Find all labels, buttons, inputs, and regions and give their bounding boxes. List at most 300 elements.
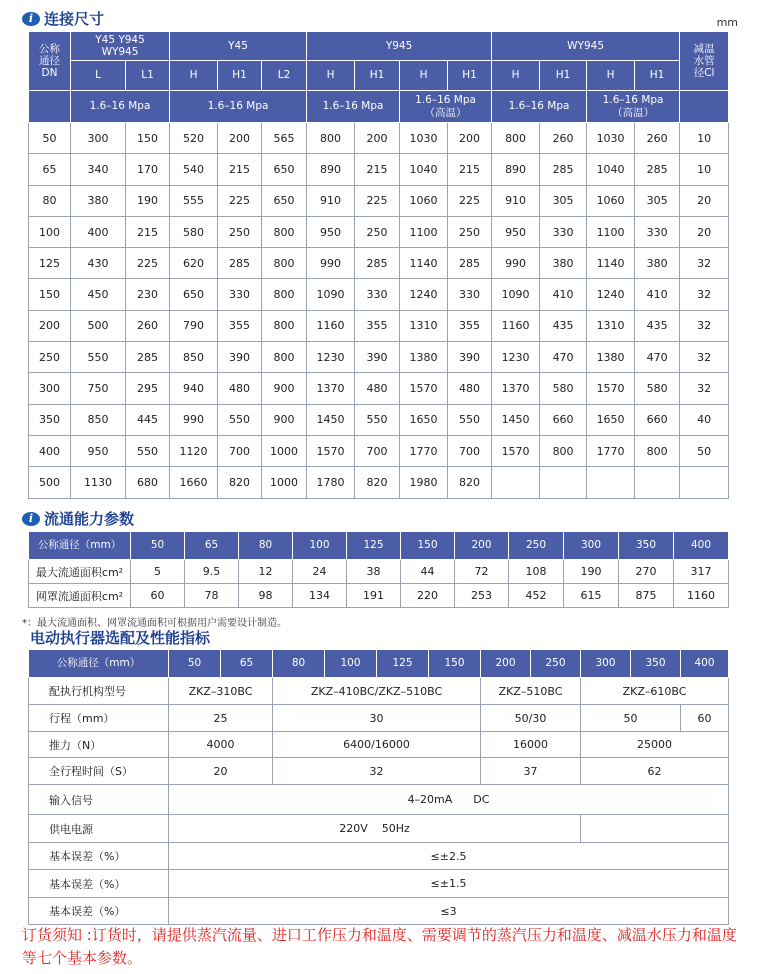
dim-cell: 390 <box>448 342 492 373</box>
flow-cell: 5 <box>131 560 185 584</box>
actuator-title-text: 电动执行器选配及性能指标 <box>30 629 211 647</box>
dim-cell: 285 <box>635 154 680 185</box>
dimensions-body <box>29 123 729 499</box>
dim-cell: 1160 <box>307 310 355 341</box>
dim-cell: 390 <box>355 342 400 373</box>
table-row <box>29 584 729 608</box>
dn-cell: 80 <box>29 185 71 216</box>
dim-cell: 285 <box>218 248 262 279</box>
dim-cell: 1030 <box>400 123 448 154</box>
dim-cell: 800 <box>262 342 307 373</box>
table-row <box>29 248 729 279</box>
dn-header: 公称 通径 DN <box>29 32 71 91</box>
dim-cell: 225 <box>355 185 400 216</box>
flow-body <box>29 532 729 608</box>
dim-column-header: L1 <box>126 61 170 91</box>
press-header-empty <box>29 91 71 123</box>
time-row-label: 全行程时间（S） <box>29 758 169 785</box>
dim-cell: 750 <box>71 373 126 404</box>
flow-header-row <box>29 532 729 560</box>
actuator-dn-header: 100 <box>325 650 377 678</box>
actuator-dn-header: 125 <box>377 650 429 678</box>
dim-cell: 215 <box>355 154 400 185</box>
dimensions-header <box>29 32 729 123</box>
dim-cell: 520 <box>170 123 218 154</box>
dim-cell: 1650 <box>400 404 448 435</box>
dim-cell: 1240 <box>400 279 448 310</box>
stroke-cell: 60 <box>681 705 729 732</box>
dim-cell: 950 <box>492 216 540 247</box>
info-icon: i <box>22 12 40 26</box>
dn-cell: 350 <box>29 404 71 435</box>
dim-cell: 355 <box>448 310 492 341</box>
dim-column-header: L <box>71 61 126 91</box>
dim-cell: 190 <box>126 185 170 216</box>
dim-cell: 250 <box>218 216 262 247</box>
flow-dn-header: 100 <box>293 532 347 560</box>
actuator-dn-header: 65 <box>221 650 273 678</box>
dim-cell: 480 <box>218 373 262 404</box>
dn-cell: 150 <box>29 279 71 310</box>
flow-dn-header: 125 <box>347 532 401 560</box>
table-row <box>29 373 729 404</box>
dim-column-header: H <box>400 61 448 91</box>
flow-dn-header-label: 公称通径（mm） <box>29 532 131 560</box>
flow-note: *：最大流通面积、网罩流通面积可根据用户需要设计制造。 <box>22 618 287 629</box>
dim-cell: 1450 <box>492 404 540 435</box>
flow-cell: 615 <box>564 584 619 608</box>
power-empty-cell <box>581 815 729 843</box>
dim-column-header: H1 <box>218 61 262 91</box>
dim-cell: 445 <box>126 404 170 435</box>
dim-cell: 470 <box>635 342 680 373</box>
dim-cell: 250 <box>355 216 400 247</box>
dim-cell: 295 <box>126 373 170 404</box>
dim-cell: 800 <box>307 123 355 154</box>
thrust-row-label: 推力（N） <box>29 732 169 758</box>
flow-cell: 220 <box>401 584 455 608</box>
dim-cell: 1570 <box>492 435 540 466</box>
dim-cell: 555 <box>170 185 218 216</box>
dim-cell: 410 <box>540 279 587 310</box>
dim-cell: 800 <box>492 123 540 154</box>
dim-cell: 225 <box>218 185 262 216</box>
dim-cell: 330 <box>448 279 492 310</box>
dn-cell: 200 <box>29 310 71 341</box>
dim-cell: 200 <box>218 123 262 154</box>
dim-cell: 20 <box>680 216 729 247</box>
dim-cell: 305 <box>635 185 680 216</box>
dim-cell: 330 <box>540 216 587 247</box>
stroke-cell: 30 <box>273 705 481 732</box>
dim-cell: 890 <box>492 154 540 185</box>
flow-dn-header: 80 <box>239 532 293 560</box>
dim-cell: 32 <box>680 310 729 341</box>
flow-cell: 78 <box>185 584 239 608</box>
press-header: 1.6–16 Mpa <box>492 91 587 123</box>
dim-cell: 550 <box>126 435 170 466</box>
model-cell: ZKZ–310BC <box>169 678 273 705</box>
dim-cell: 32 <box>680 342 729 373</box>
dim-cell: 660 <box>540 404 587 435</box>
time-cell: 62 <box>581 758 729 785</box>
flow-dn-header: 250 <box>509 532 564 560</box>
flow-cell: 191 <box>347 584 401 608</box>
dim-cell: 215 <box>218 154 262 185</box>
dim-cell: 550 <box>71 342 126 373</box>
dim-cell: 215 <box>126 216 170 247</box>
actuator-dn-header: 80 <box>273 650 325 678</box>
flow-dn-header: 400 <box>674 532 729 560</box>
actuator-dn-header: 400 <box>681 650 729 678</box>
dim-cell: 215 <box>448 154 492 185</box>
dim-cell: 950 <box>307 216 355 247</box>
flow-cell: 253 <box>455 584 509 608</box>
dim-cell: 1660 <box>170 467 218 498</box>
dim-cell: 850 <box>71 404 126 435</box>
table-row <box>29 467 729 498</box>
dim-cell: 550 <box>218 404 262 435</box>
dim-cell <box>680 467 729 498</box>
model-header-common: Y45 Y945 WY945 <box>71 32 170 61</box>
flow-cell: 72 <box>455 560 509 584</box>
dim-column-header: H <box>492 61 540 91</box>
flow-cell: 270 <box>619 560 674 584</box>
dim-cell: 1770 <box>400 435 448 466</box>
dim-cell: 1120 <box>170 435 218 466</box>
flow-title-text: 流通能力参数 <box>44 510 135 528</box>
model-header-wy945: WY945 <box>492 32 680 61</box>
dim-cell: 1570 <box>587 373 635 404</box>
dim-cell: 1040 <box>587 154 635 185</box>
flow-cell: 38 <box>347 560 401 584</box>
dim-cell: 800 <box>262 279 307 310</box>
dim-cell: 300 <box>71 123 126 154</box>
flow-cell: 875 <box>619 584 674 608</box>
time-cell: 37 <box>481 758 581 785</box>
dim-cell: 355 <box>218 310 262 341</box>
dim-cell: 1310 <box>400 310 448 341</box>
flow-dn-header: 150 <box>401 532 455 560</box>
dim-cell: 650 <box>262 154 307 185</box>
dim-cell: 650 <box>170 279 218 310</box>
dim-cell: 430 <box>71 248 126 279</box>
dim-cell: 820 <box>448 467 492 498</box>
error-row-label: 基本误差（%） <box>29 843 169 870</box>
model-cell: ZKZ–510BC <box>481 678 581 705</box>
flow-dn-header: 350 <box>619 532 674 560</box>
dim-cell: 10 <box>680 154 729 185</box>
dim-cell: 20 <box>680 185 729 216</box>
flow-cell: 44 <box>401 560 455 584</box>
actuator-dn-header: 50 <box>169 650 221 678</box>
table-row <box>29 435 729 466</box>
dim-cell: 1090 <box>492 279 540 310</box>
dim-cell: 1140 <box>587 248 635 279</box>
dimensions-section-title <box>22 8 104 29</box>
dim-cell: 550 <box>355 404 400 435</box>
dim-cell: 450 <box>71 279 126 310</box>
press-header-high-temp: 1.6–16 Mpa （高温） <box>587 91 680 123</box>
dim-column-header: H1 <box>635 61 680 91</box>
order-note: 订货须知 :订货时，请提供蒸汽流量、进口工作压力和温度、需要调节的蒸汽压力和温度、减温水压力和温度等七个基本参数。 <box>22 926 737 967</box>
table-row <box>29 342 729 373</box>
press-header: 1.6–16 Mpa <box>71 91 170 123</box>
dim-cell: 1100 <box>400 216 448 247</box>
dim-cell: 1140 <box>400 248 448 279</box>
thrust-cell: 6400/16000 <box>273 732 481 758</box>
press-header: 1.6–16 Mpa <box>307 91 400 123</box>
dim-cell: 10 <box>680 123 729 154</box>
dim-cell: 470 <box>540 342 587 373</box>
dim-cell: 800 <box>635 435 680 466</box>
flow-cell: 452 <box>509 584 564 608</box>
model-cell: ZKZ–610BC <box>581 678 729 705</box>
table-row <box>29 404 729 435</box>
dim-cell: 890 <box>307 154 355 185</box>
dim-cell: 340 <box>71 154 126 185</box>
dim-cell: 330 <box>635 216 680 247</box>
dim-cell: 700 <box>218 435 262 466</box>
dim-cell: 285 <box>448 248 492 279</box>
dn-cell: 100 <box>29 216 71 247</box>
dim-cell: 380 <box>71 185 126 216</box>
dim-cell: 380 <box>635 248 680 279</box>
error-value: ≤±1.5 <box>169 870 729 898</box>
dim-cell: 260 <box>635 123 680 154</box>
dim-cell: 170 <box>126 154 170 185</box>
dim-cell: 410 <box>635 279 680 310</box>
flow-cell: 60 <box>131 584 185 608</box>
table-row <box>29 279 729 310</box>
dim-cell: 1000 <box>262 435 307 466</box>
model-header-y45: Y45 <box>170 32 307 61</box>
dim-cell: 305 <box>540 185 587 216</box>
flow-dn-header: 50 <box>131 532 185 560</box>
error-row-label: 基本误差（%） <box>29 870 169 898</box>
flow-cell: 317 <box>674 560 729 584</box>
dim-cell: 32 <box>680 373 729 404</box>
dim-cell: 1040 <box>400 154 448 185</box>
flow-cell: 108 <box>509 560 564 584</box>
actuator-section-title <box>30 627 210 648</box>
dim-cell: 1370 <box>492 373 540 404</box>
dim-cell: 990 <box>170 404 218 435</box>
dim-column-header: H1 <box>540 61 587 91</box>
dn-cell: 300 <box>29 373 71 404</box>
dim-cell: 820 <box>355 467 400 498</box>
stroke-cell: 25 <box>169 705 273 732</box>
dim-cell: 900 <box>262 404 307 435</box>
dn-cell: 50 <box>29 123 71 154</box>
dim-cell: 800 <box>262 248 307 279</box>
unit-label: mm <box>716 16 738 29</box>
dim-column-header: H1 <box>448 61 492 91</box>
time-cell: 20 <box>169 758 273 785</box>
flow-dn-header: 65 <box>185 532 239 560</box>
dim-cell: 225 <box>126 248 170 279</box>
actuator-dn-header: 350 <box>631 650 681 678</box>
dim-column-header: H <box>587 61 635 91</box>
dim-cell: 620 <box>170 248 218 279</box>
table-row <box>29 123 729 154</box>
dim-cell: 1370 <box>307 373 355 404</box>
flow-cell: 190 <box>564 560 619 584</box>
dim-cell: 910 <box>307 185 355 216</box>
dim-cell: 32 <box>680 248 729 279</box>
dim-cell: 900 <box>262 373 307 404</box>
dim-cell: 820 <box>218 467 262 498</box>
dim-cell: 1450 <box>307 404 355 435</box>
thrust-cell: 4000 <box>169 732 273 758</box>
dim-cell: 480 <box>355 373 400 404</box>
dim-cell: 1570 <box>307 435 355 466</box>
dim-cell: 650 <box>262 185 307 216</box>
flow-section-title <box>22 508 134 529</box>
dim-cell: 910 <box>492 185 540 216</box>
dim-cell: 390 <box>218 342 262 373</box>
power-row-label: 供电电源 <box>29 815 169 843</box>
dim-cell: 1650 <box>587 404 635 435</box>
dim-cell: 540 <box>170 154 218 185</box>
dim-cell: 355 <box>355 310 400 341</box>
info-icon: i <box>22 512 40 526</box>
flow-cell: 134 <box>293 584 347 608</box>
dim-cell: 225 <box>448 185 492 216</box>
dim-cell: 1160 <box>492 310 540 341</box>
error-value: ≤±2.5 <box>169 843 729 870</box>
thrust-cell: 25000 <box>581 732 729 758</box>
dim-cell: 400 <box>71 216 126 247</box>
table-row <box>29 560 729 584</box>
model-cell: ZKZ–410BC/ZKZ–510BC <box>273 678 481 705</box>
dim-cell <box>492 467 540 498</box>
dim-cell: 850 <box>170 342 218 373</box>
input-row-label: 输入信号 <box>29 785 169 815</box>
dim-cell: 565 <box>262 123 307 154</box>
dn-cell: 65 <box>29 154 71 185</box>
dim-cell: 285 <box>540 154 587 185</box>
stroke-cell: 50 <box>581 705 681 732</box>
dim-cell: 1230 <box>492 342 540 373</box>
flow-row-label: 最大流通面积cm² <box>29 560 131 584</box>
dim-cell: 40 <box>680 404 729 435</box>
dim-cell: 1100 <box>587 216 635 247</box>
dim-cell: 1090 <box>307 279 355 310</box>
dim-cell: 330 <box>355 279 400 310</box>
flow-cell: 1160 <box>674 584 729 608</box>
dim-cell: 260 <box>540 123 587 154</box>
dim-cell: 580 <box>635 373 680 404</box>
dim-cell: 285 <box>126 342 170 373</box>
dim-cell: 550 <box>448 404 492 435</box>
dim-cell: 1780 <box>307 467 355 498</box>
dim-cell: 200 <box>355 123 400 154</box>
dim-cell: 230 <box>126 279 170 310</box>
dim-cell: 380 <box>540 248 587 279</box>
flow-cell: 12 <box>239 560 293 584</box>
dim-cell: 1380 <box>400 342 448 373</box>
dim-column-header: H <box>307 61 355 91</box>
press-header-empty <box>680 91 729 123</box>
dim-cell: 1030 <box>587 123 635 154</box>
model-header-y945: Y945 <box>307 32 492 61</box>
dim-cell: 1380 <box>587 342 635 373</box>
dim-cell <box>587 467 635 498</box>
dim-cell: 150 <box>126 123 170 154</box>
dim-cell: 250 <box>448 216 492 247</box>
dim-cell: 50 <box>680 435 729 466</box>
dim-cell: 1240 <box>587 279 635 310</box>
table-row <box>29 216 729 247</box>
dim-cell: 200 <box>448 123 492 154</box>
dn-cell: 250 <box>29 342 71 373</box>
flow-cell: 98 <box>239 584 293 608</box>
dim-cell: 435 <box>540 310 587 341</box>
flow-cell: 24 <box>293 560 347 584</box>
dim-cell: 1570 <box>400 373 448 404</box>
dimensions-table <box>28 31 729 499</box>
actuator-dn-header: 300 <box>581 650 631 678</box>
flow-row-label: 网罩流通面积cm² <box>29 584 131 608</box>
dim-cell: 1130 <box>71 467 126 498</box>
dim-cell: 32 <box>680 279 729 310</box>
flow-cell: 9.5 <box>185 560 239 584</box>
dim-cell: 1310 <box>587 310 635 341</box>
dim-cell: 435 <box>635 310 680 341</box>
dim-cell: 1230 <box>307 342 355 373</box>
dim-cell: 700 <box>448 435 492 466</box>
stroke-cell: 50/30 <box>481 705 581 732</box>
model-row-label: 配执行机构型号 <box>29 678 169 705</box>
dn-cell: 125 <box>29 248 71 279</box>
input-signal-value: 4–20mA DC <box>169 785 729 815</box>
dimensions-title-text: 连接尺寸 <box>44 10 105 28</box>
dim-cell: 580 <box>540 373 587 404</box>
dim-column-header: L2 <box>262 61 307 91</box>
stroke-row-label: 行程（mm） <box>29 705 169 732</box>
actuator-dn-header-label: 公称通径（mm） <box>29 650 169 678</box>
dim-cell: 790 <box>170 310 218 341</box>
dim-cell: 680 <box>126 467 170 498</box>
dim-cell: 260 <box>126 310 170 341</box>
dim-cell: 800 <box>262 310 307 341</box>
dim-cell: 330 <box>218 279 262 310</box>
dim-cell: 700 <box>355 435 400 466</box>
actuator-dn-header: 250 <box>531 650 581 678</box>
dim-cell: 800 <box>262 216 307 247</box>
dim-cell: 950 <box>71 435 126 466</box>
dim-cell: 800 <box>540 435 587 466</box>
power-value: 220V 50Hz <box>169 815 581 843</box>
dim-cell: 990 <box>492 248 540 279</box>
dim-cell <box>635 467 680 498</box>
dim-cell: 580 <box>170 216 218 247</box>
flow-table <box>28 531 729 608</box>
error-value: ≤3 <box>169 898 729 925</box>
dim-cell: 660 <box>635 404 680 435</box>
dim-cell: 480 <box>448 373 492 404</box>
actuator-table <box>28 649 729 925</box>
table-row <box>29 310 729 341</box>
dim-cell: 1770 <box>587 435 635 466</box>
dim-cell: 1060 <box>400 185 448 216</box>
dim-cell: 1000 <box>262 467 307 498</box>
press-header-high-temp: 1.6–16 Mpa （高温） <box>400 91 492 123</box>
dim-cell <box>540 467 587 498</box>
dim-cell: 500 <box>71 310 126 341</box>
dim-column-header: H1 <box>355 61 400 91</box>
